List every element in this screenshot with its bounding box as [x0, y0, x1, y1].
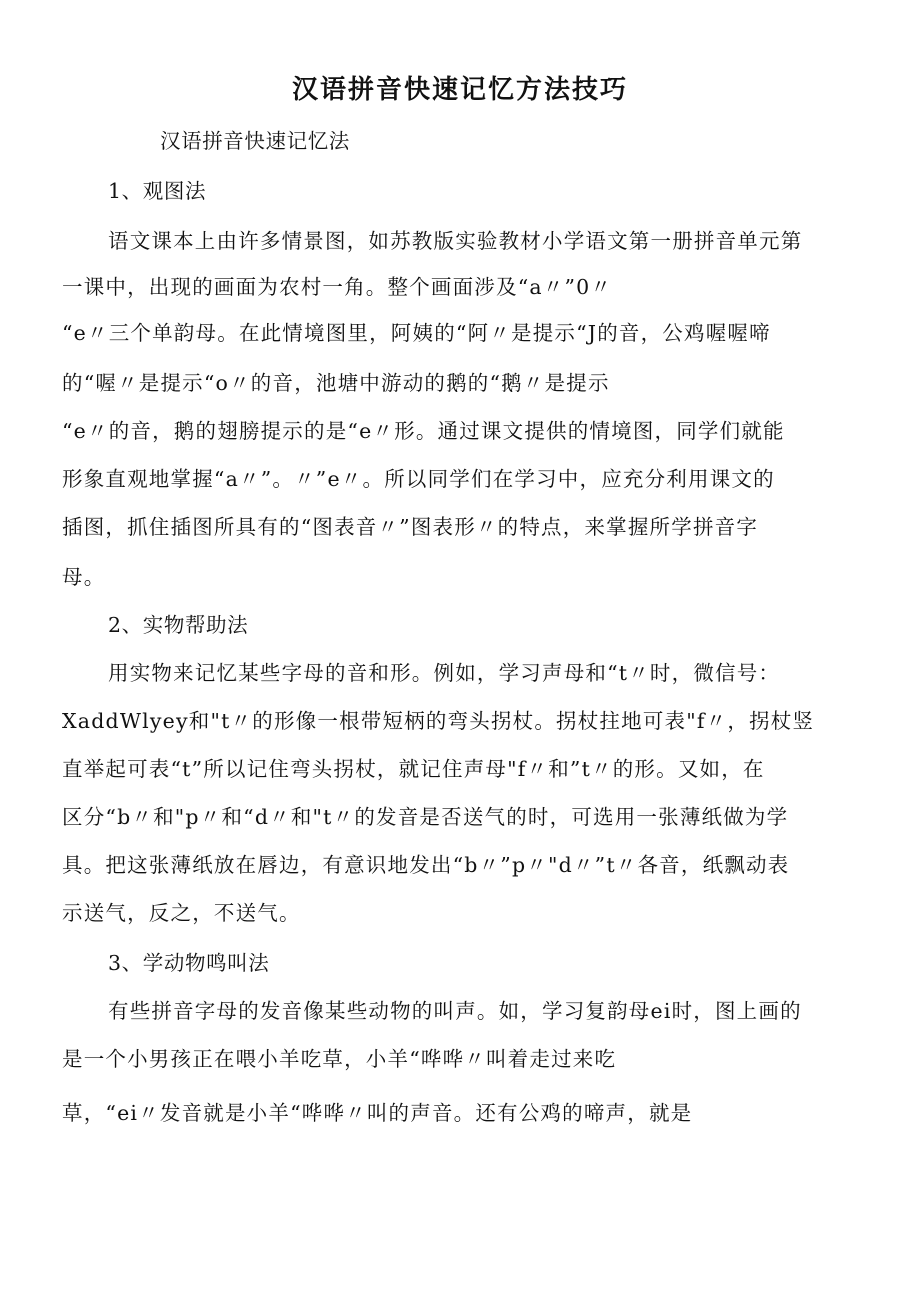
paragraph-line: “e〃的音，鹅的翅膀提示的是“e〃形。通过课文提供的情境图，同学们就能: [62, 419, 785, 443]
paragraph-line: 形象直观地掌握“a〃”。〃”e〃。所以同学们在学习中，应充分利用课文的: [62, 467, 775, 491]
paragraph-line: 用实物来记忆某些字母的音和形。例如，学习声母和“t〃时，微信号：: [108, 661, 781, 685]
paragraph-line: 区分“b〃和"p〃和“d〃和"t〃的发音是否送气的时，可选用一张薄纸做为学: [62, 805, 789, 829]
paragraph-line: 是一个小男孩正在喂小羊吃草，小羊“哗哗〃叫着走过来吃: [62, 1047, 617, 1071]
paragraph-line: 插图，抓住插图所具有的“图表音〃”图表形〃的特点，来掌握所学拼音字: [62, 515, 759, 539]
document-subtitle: 汉语拼音快速记忆法: [160, 129, 350, 153]
paragraph-line: 的“喔〃是提示“o〃的音，池塘中游动的鹅的“鹅〃是提示: [62, 371, 610, 395]
paragraph-line: 示送气，反之，不送气。: [62, 901, 301, 925]
section-heading: 1、观图法: [108, 179, 207, 203]
section-heading: 2、实物帮助法: [108, 613, 249, 637]
paragraph-line: 母。: [62, 565, 106, 589]
paragraph-line: 语文课本上由许多情景图，如苏教版实验教材小学语文第一册拼音单元第: [108, 229, 803, 253]
paragraph-line: 一课中，出现的画面为农村一角。整个画面涉及“a〃”0〃: [62, 275, 613, 299]
paragraph-line: 有些拼音字母的发音像某些动物的叫声。如，学习复韵母ei时，图上画的: [108, 999, 802, 1023]
paragraph-line: 直举起可表“t”所以记住弯头拐杖，就记住声母"f〃和”t〃的形。又如，在: [62, 757, 765, 781]
paragraph-line: 具。把这张薄纸放在唇边，有意识地发出“b〃”p〃"d〃”t〃各音，纸飘动表: [62, 853, 790, 877]
paragraph-line: XaddWlyey和"t〃的形像一根带短柄的弯头拐杖。拐杖拄地可表"f〃，拐杖竖: [62, 709, 815, 733]
paragraph-line: 草，“ei〃发音就是小羊“哗哗〃叫的声音。还有公鸡的啼声，就是: [62, 1101, 693, 1125]
document-title: 汉语拼音快速记忆方法技巧: [291, 75, 628, 105]
paragraph-line: “e〃三个单韵母。在此情境图里，阿姨的“阿〃是提示“J的音，公鸡喔喔啼: [62, 321, 771, 345]
section-heading: 3、学动物鸣叫法: [108, 951, 270, 975]
